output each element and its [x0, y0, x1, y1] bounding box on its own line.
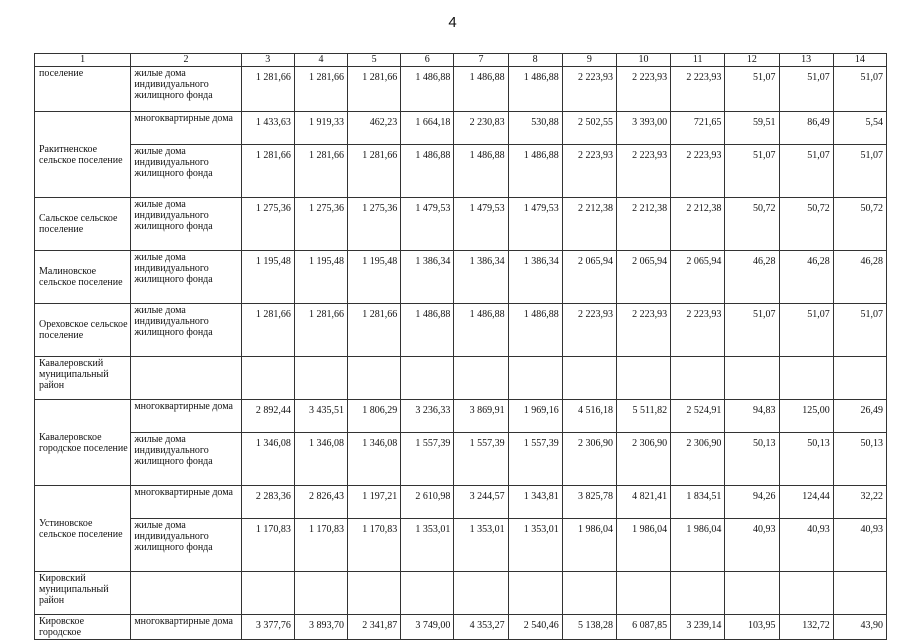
value-cell: 94,83: [725, 400, 779, 433]
column-number: 10: [616, 54, 670, 67]
value-cell: 1 195,48: [241, 251, 294, 304]
value-cell: 1 281,66: [348, 304, 401, 357]
column-number: 9: [562, 54, 616, 67]
housing-type: жилые дома индивидуального жилищного фонда: [131, 519, 241, 572]
value-cell: 2 524,91: [671, 400, 725, 433]
value-cell: 5 511,82: [616, 400, 670, 433]
value-cell: 1 195,48: [348, 251, 401, 304]
value-cell: 3 749,00: [401, 615, 454, 640]
value-cell: 2 341,87: [348, 615, 401, 640]
value-cell: [725, 572, 779, 615]
value-cell: 1 281,66: [348, 67, 401, 112]
settlement-name: Ореховское сельское поселение: [35, 304, 131, 357]
value-cell: 1 664,18: [401, 112, 454, 145]
value-cell: [616, 357, 670, 400]
value-cell: 51,07: [833, 304, 886, 357]
value-cell: 2 223,93: [562, 145, 616, 198]
settlement-name: Сальское сельское поселение: [35, 198, 131, 251]
value-cell: 40,93: [725, 519, 779, 572]
tariff-table: [34, 53, 887, 640]
value-cell: 1 486,88: [454, 67, 508, 112]
value-cell: 1 343,81: [508, 486, 562, 519]
value-cell: 3 435,51: [294, 400, 347, 433]
value-cell: 2 223,93: [671, 67, 725, 112]
column-number: 11: [671, 54, 725, 67]
settlement-name: Устиновское сельское поселение: [35, 486, 131, 572]
value-cell: 1 486,88: [401, 304, 454, 357]
value-cell: 125,00: [779, 400, 833, 433]
value-cell: [241, 357, 294, 400]
value-cell: 51,07: [833, 67, 886, 112]
value-cell: [348, 357, 401, 400]
value-cell: 1 353,01: [401, 519, 454, 572]
value-cell: 2 223,93: [616, 67, 670, 112]
value-cell: 51,07: [725, 304, 779, 357]
value-cell: [671, 572, 725, 615]
value-cell: 2 306,90: [671, 433, 725, 486]
value-cell: 1 281,66: [241, 67, 294, 112]
value-cell: [725, 357, 779, 400]
column-number: 5: [348, 54, 401, 67]
value-cell: 124,44: [779, 486, 833, 519]
value-cell: 1 281,66: [241, 304, 294, 357]
value-cell: 1 353,01: [454, 519, 508, 572]
value-cell: [562, 572, 616, 615]
value-cell: [348, 572, 401, 615]
table-row: [35, 112, 887, 145]
value-cell: 6 087,85: [616, 615, 670, 640]
value-cell: [779, 572, 833, 615]
housing-type: жилые дома индивидуального жилищного фонда: [131, 433, 241, 486]
value-cell: 1 195,48: [294, 251, 347, 304]
value-cell: 86,49: [779, 112, 833, 145]
value-cell: 2 306,90: [616, 433, 670, 486]
value-cell: 46,28: [725, 251, 779, 304]
table-row: [35, 400, 887, 433]
value-cell: 59,51: [725, 112, 779, 145]
value-cell: 1 281,66: [241, 145, 294, 198]
value-cell: 5,54: [833, 112, 886, 145]
value-cell: 3 236,33: [401, 400, 454, 433]
settlement-name: Ракитненское сельское поселение: [35, 112, 131, 198]
column-number: 8: [508, 54, 562, 67]
value-cell: 51,07: [779, 145, 833, 198]
value-cell: 2 065,94: [616, 251, 670, 304]
value-cell: 3 244,57: [454, 486, 508, 519]
column-number: 2: [131, 54, 241, 67]
value-cell: 50,72: [779, 198, 833, 251]
value-cell: [401, 572, 454, 615]
value-cell: 5 138,28: [562, 615, 616, 640]
value-cell: 1 346,08: [294, 433, 347, 486]
value-cell: 1 353,01: [508, 519, 562, 572]
value-cell: 1 281,66: [294, 304, 347, 357]
value-cell: 1 479,53: [454, 198, 508, 251]
table-row: [35, 251, 887, 304]
value-cell: 2 212,38: [562, 198, 616, 251]
table-row: [35, 145, 887, 198]
settlement-name: Кировский муниципальный район: [35, 572, 131, 615]
housing-type: многоквартирные дома: [131, 112, 241, 145]
value-cell: 4 821,41: [616, 486, 670, 519]
value-cell: 2 065,94: [671, 251, 725, 304]
value-cell: 1 486,88: [508, 304, 562, 357]
value-cell: 2 502,55: [562, 112, 616, 145]
value-cell: 2 212,38: [671, 198, 725, 251]
table-row: [35, 198, 887, 251]
housing-type: жилые дома индивидуального жилищного фонда: [131, 304, 241, 357]
housing-type: многоквартирные дома: [131, 615, 241, 640]
value-cell: 32,22: [833, 486, 886, 519]
value-cell: [454, 572, 508, 615]
value-cell: 1 275,36: [241, 198, 294, 251]
value-cell: 2 223,93: [616, 304, 670, 357]
value-cell: [671, 357, 725, 400]
value-cell: 40,93: [833, 519, 886, 572]
settlement-name: Кавалеровское городское поселение: [35, 400, 131, 486]
housing-type: жилые дома индивидуального жилищного фонда: [131, 198, 241, 251]
column-number: 14: [833, 54, 886, 67]
value-cell: [562, 357, 616, 400]
value-cell: 1 275,36: [348, 198, 401, 251]
housing-type: жилые дома индивидуального жилищного фонда: [131, 251, 241, 304]
value-cell: 1 170,83: [348, 519, 401, 572]
column-number-row: [35, 54, 887, 67]
value-cell: 2 065,94: [562, 251, 616, 304]
value-cell: 43,90: [833, 615, 886, 640]
value-cell: 50,13: [833, 433, 886, 486]
value-cell: 1 486,88: [508, 67, 562, 112]
settlement-name: Малиновское сельское поселение: [35, 251, 131, 304]
value-cell: 2 826,43: [294, 486, 347, 519]
value-cell: 46,28: [833, 251, 886, 304]
table-row: [35, 486, 887, 519]
value-cell: 4 353,27: [454, 615, 508, 640]
value-cell: 1 486,88: [454, 145, 508, 198]
value-cell: 462,23: [348, 112, 401, 145]
value-cell: 1 969,16: [508, 400, 562, 433]
settlement-name: Кировское городское: [35, 615, 131, 640]
value-cell: [401, 357, 454, 400]
value-cell: [508, 357, 562, 400]
value-cell: 46,28: [779, 251, 833, 304]
value-cell: [241, 572, 294, 615]
value-cell: 1 486,88: [401, 145, 454, 198]
value-cell: [833, 357, 886, 400]
value-cell: 1 346,08: [241, 433, 294, 486]
column-number: 13: [779, 54, 833, 67]
value-cell: 2 212,38: [616, 198, 670, 251]
value-cell: 2 306,90: [562, 433, 616, 486]
value-cell: 2 223,93: [671, 145, 725, 198]
value-cell: 1 479,53: [401, 198, 454, 251]
value-cell: [454, 357, 508, 400]
value-cell: 3 893,70: [294, 615, 347, 640]
value-cell: 530,88: [508, 112, 562, 145]
value-cell: 103,95: [725, 615, 779, 640]
value-cell: 2 283,36: [241, 486, 294, 519]
value-cell: 1 986,04: [616, 519, 670, 572]
housing-type: жилые дома индивидуального жилищного фонда: [131, 67, 241, 112]
column-number: 4: [294, 54, 347, 67]
settlement-name: поселение: [35, 67, 131, 112]
value-cell: 51,07: [833, 145, 886, 198]
value-cell: 1 281,66: [294, 145, 347, 198]
column-number: 1: [35, 54, 131, 67]
value-cell: 51,07: [779, 67, 833, 112]
settlement-name: Кавалеровский муниципальный район: [35, 357, 131, 400]
column-number: 3: [241, 54, 294, 67]
value-cell: 50,72: [725, 198, 779, 251]
value-cell: 2 223,93: [562, 304, 616, 357]
column-number: 12: [725, 54, 779, 67]
table-row: [35, 519, 887, 572]
value-cell: 2 540,46: [508, 615, 562, 640]
housing-type: [131, 357, 241, 400]
value-cell: 1 281,66: [294, 67, 347, 112]
value-cell: 1 806,29: [348, 400, 401, 433]
value-cell: 1 479,53: [508, 198, 562, 251]
value-cell: 94,26: [725, 486, 779, 519]
value-cell: 1 170,83: [241, 519, 294, 572]
value-cell: 51,07: [779, 304, 833, 357]
value-cell: 50,72: [833, 198, 886, 251]
housing-type: жилые дома индивидуального жилищного фонда: [131, 145, 241, 198]
value-cell: 1 197,21: [348, 486, 401, 519]
value-cell: 1 386,34: [454, 251, 508, 304]
value-cell: 51,07: [725, 145, 779, 198]
value-cell: 1 275,36: [294, 198, 347, 251]
value-cell: 2 892,44: [241, 400, 294, 433]
value-cell: 50,13: [779, 433, 833, 486]
value-cell: [294, 357, 347, 400]
value-cell: 2 223,93: [671, 304, 725, 357]
value-cell: 1 919,33: [294, 112, 347, 145]
value-cell: 1 986,04: [671, 519, 725, 572]
value-cell: 1 557,39: [454, 433, 508, 486]
page-number: 4: [448, 14, 457, 31]
value-cell: 1 486,88: [401, 67, 454, 112]
column-number: 6: [401, 54, 454, 67]
value-cell: 1 834,51: [671, 486, 725, 519]
column-number: 7: [454, 54, 508, 67]
value-cell: 1 486,88: [508, 145, 562, 198]
value-cell: 1 486,88: [454, 304, 508, 357]
value-cell: 132,72: [779, 615, 833, 640]
value-cell: 2 223,93: [562, 67, 616, 112]
value-cell: 40,93: [779, 519, 833, 572]
value-cell: 1 170,83: [294, 519, 347, 572]
value-cell: [294, 572, 347, 615]
value-cell: 3 377,76: [241, 615, 294, 640]
value-cell: [616, 572, 670, 615]
value-cell: [779, 357, 833, 400]
table-row: [35, 572, 887, 615]
value-cell: 1 557,39: [508, 433, 562, 486]
value-cell: 50,13: [725, 433, 779, 486]
value-cell: 1 386,34: [401, 251, 454, 304]
value-cell: 1 346,08: [348, 433, 401, 486]
value-cell: 1 386,34: [508, 251, 562, 304]
value-cell: 2 230,83: [454, 112, 508, 145]
value-cell: 26,49: [833, 400, 886, 433]
housing-type: [131, 572, 241, 615]
value-cell: 3 825,78: [562, 486, 616, 519]
value-cell: 1 986,04: [562, 519, 616, 572]
table-row: [35, 615, 887, 640]
table-row: [35, 357, 887, 400]
value-cell: 1 557,39: [401, 433, 454, 486]
value-cell: [833, 572, 886, 615]
value-cell: 1 281,66: [348, 145, 401, 198]
table-row: [35, 67, 887, 112]
table-row: [35, 433, 887, 486]
value-cell: 3 393,00: [616, 112, 670, 145]
value-cell: 721,65: [671, 112, 725, 145]
value-cell: 3 239,14: [671, 615, 725, 640]
value-cell: 2 223,93: [616, 145, 670, 198]
value-cell: 2 610,98: [401, 486, 454, 519]
value-cell: 1 433,63: [241, 112, 294, 145]
table-row: [35, 304, 887, 357]
value-cell: [508, 572, 562, 615]
housing-type: многоквартирные дома: [131, 486, 241, 519]
housing-type: многоквартирные дома: [131, 400, 241, 433]
value-cell: 51,07: [725, 67, 779, 112]
value-cell: 4 516,18: [562, 400, 616, 433]
value-cell: 3 869,91: [454, 400, 508, 433]
